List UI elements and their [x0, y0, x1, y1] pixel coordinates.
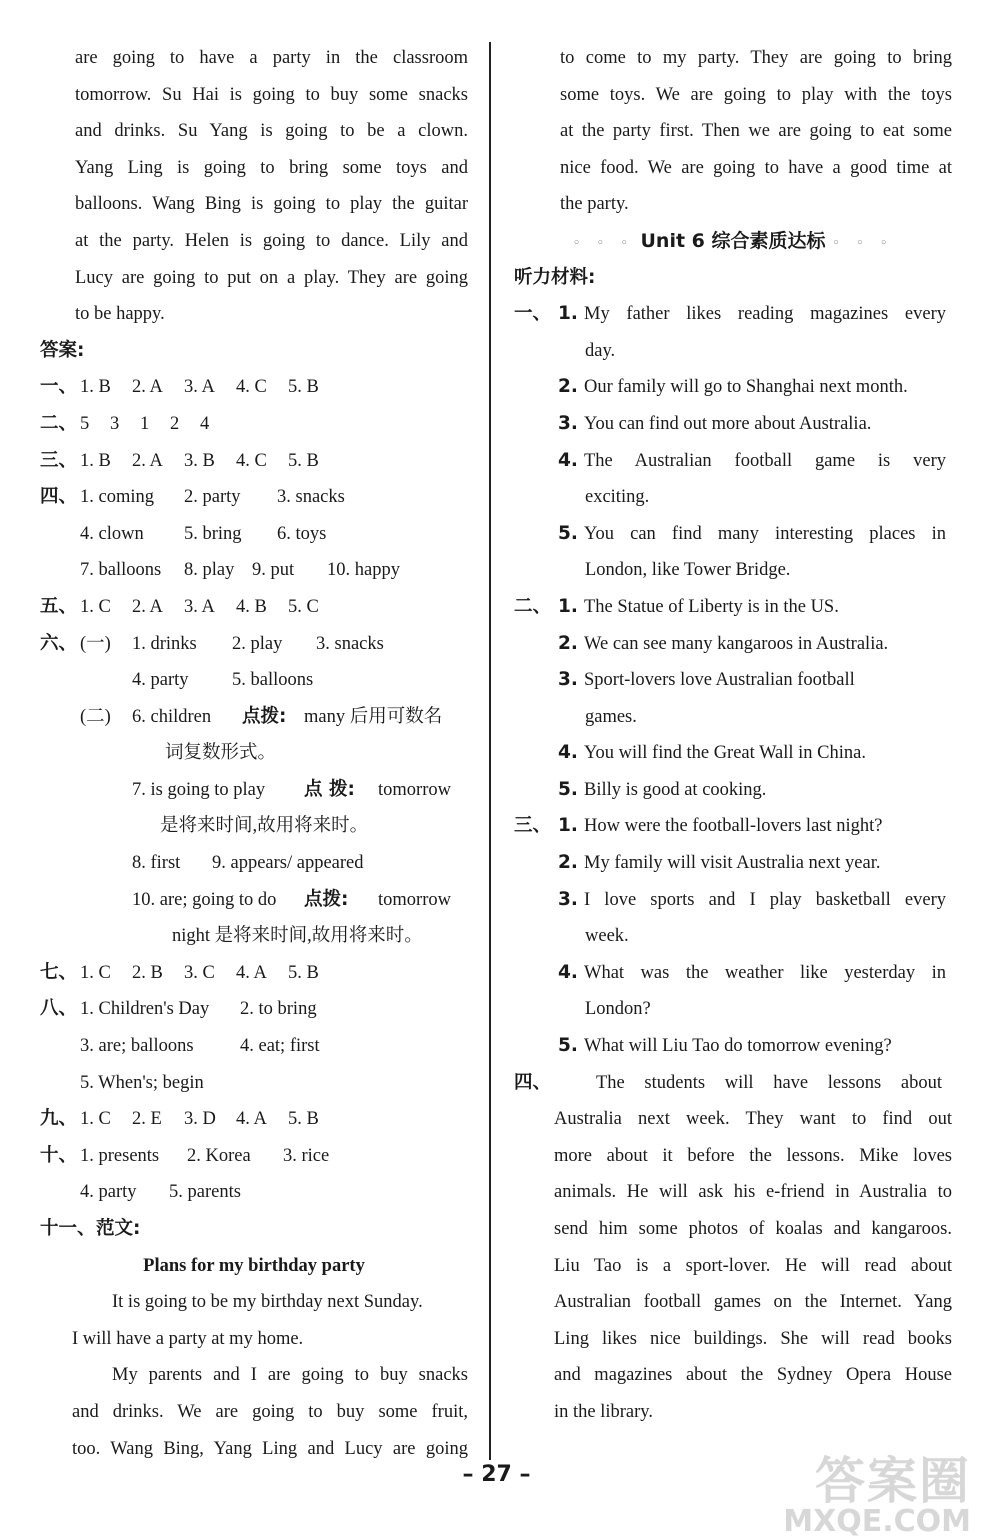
passage-line: Australia next week. They want to find out	[554, 1109, 952, 1130]
section-label: 三、	[40, 449, 78, 471]
item-text: You will find the Great Wall in China.	[584, 743, 866, 764]
item-text: You can find many interesting places in	[584, 523, 946, 544]
item-number: 2.	[558, 376, 578, 398]
answer-item: 6. children	[132, 706, 212, 727]
item-number: 4.	[558, 742, 578, 764]
essay-line: It is going to be my birthday next Sunday.	[112, 1292, 423, 1313]
story-continued	[40, 40, 468, 333]
essay-line: and drinks. We are going to buy some fruit,	[72, 1401, 468, 1422]
answer-item: 5. C	[288, 596, 319, 617]
answer-item: 5	[80, 413, 90, 434]
listening-passage-start	[514, 1065, 952, 1102]
section-label: 三、	[514, 815, 552, 837]
passage-line: animals. He will ask his e-friend in Australia to	[554, 1182, 952, 1203]
passage-line: Ling likes nice buildings. She will read books	[554, 1328, 952, 1349]
listening-item	[514, 735, 952, 772]
item-text: I love sports and I play basketball every	[584, 889, 946, 910]
section-label: 四、	[40, 486, 78, 508]
answer-item: 5. B	[288, 450, 319, 471]
story-line: the party.	[560, 194, 629, 215]
listening-item	[514, 1028, 952, 1065]
item-text-cont: exciting.	[585, 487, 650, 508]
answer-item: 5. balloons	[232, 670, 314, 691]
listening-item	[514, 845, 952, 882]
left-column	[40, 40, 468, 1467]
section-label: 二、	[514, 595, 552, 617]
answer-item: 1. presents	[80, 1145, 160, 1166]
item-number: 1.	[558, 595, 578, 617]
answer-item: 10. happy	[327, 560, 400, 581]
answer-section-3	[40, 443, 468, 480]
column-divider	[489, 42, 491, 1460]
answer-item: 9. put	[252, 560, 295, 581]
answer-section-5	[40, 589, 468, 626]
story-line: nice food. We are going to have a good time at	[560, 157, 952, 178]
section-label: 十、	[40, 1144, 78, 1166]
unit-title	[514, 223, 952, 260]
tip-text: night 是将来时间,故用将来时。	[172, 926, 423, 947]
answer-section-6-q6-tip	[40, 735, 468, 772]
answer-item: 7. is going to play	[132, 779, 266, 800]
answer-section-8-row2	[40, 1028, 468, 1065]
essay-line: My parents and I are going to buy snacks	[112, 1365, 468, 1386]
item-text: Sport-lovers love Australian football	[584, 670, 855, 691]
item-text: What will Liu Tao do tomorrow evening?	[584, 1036, 892, 1057]
item-number: 2.	[558, 852, 578, 874]
item-number: 5.	[558, 778, 578, 800]
answer-item: 8. first	[132, 853, 181, 874]
item-number: 2.	[558, 632, 578, 654]
answer-item: 3. are; balloons	[80, 1036, 194, 1057]
story-line: to be happy.	[75, 304, 165, 325]
answer-item: 2. A	[132, 596, 163, 617]
section-label: 五、	[40, 595, 78, 617]
item-number: 3.	[558, 669, 578, 691]
listening-item	[514, 369, 952, 406]
answer-section-6-q7	[40, 772, 468, 809]
listening-item	[514, 443, 952, 480]
tip-text: many 后用可数名	[304, 706, 443, 727]
answer-item: 10. are; going to do	[132, 889, 277, 910]
watermark-top: 答案圈	[815, 1452, 971, 1510]
tip-label: 点拨:	[242, 705, 287, 727]
answer-item: 2. play	[232, 633, 283, 654]
item-text: My family will visit Australia next year.	[584, 853, 881, 874]
listening-item	[514, 589, 952, 626]
answer-item: 3. A	[184, 377, 215, 398]
essay-line: too. Wang Bing, Yang Ling and Lucy are going	[72, 1438, 468, 1459]
answer-item: 3	[110, 413, 120, 434]
answer-item: 1. B	[80, 377, 111, 398]
item-text: My father likes reading magazines every	[584, 304, 946, 325]
part-label: (一)	[80, 633, 111, 654]
answer-item: 2. B	[132, 962, 163, 983]
story-line: some toys. We are going to play with the toys	[560, 84, 952, 105]
item-number: 1.	[558, 303, 578, 325]
answer-item: 3. A	[184, 596, 215, 617]
answer-item: 3. snacks	[277, 487, 345, 508]
tip-text: 词复数形式。	[165, 743, 277, 764]
story-line: Yang Ling is going to bring some toys and	[75, 157, 468, 178]
listening-item	[514, 516, 952, 553]
answer-section-8-row3	[40, 1065, 468, 1102]
item-text-cont: London, like Tower Bridge.	[585, 560, 791, 581]
page-number: – 27 –	[462, 1462, 531, 1487]
decor-dots: ◦ ◦ ◦	[832, 235, 894, 251]
answer-item: 3. B	[184, 450, 215, 471]
item-text: What was the weather like yesterday in	[584, 962, 946, 983]
answer-item: 1. drinks	[132, 633, 197, 654]
answer-section-4-row3	[40, 552, 468, 589]
item-text-cont: London?	[585, 999, 651, 1020]
answer-item: 4. clown	[80, 523, 144, 544]
listening-item	[514, 406, 952, 443]
answer-item: 1. coming	[80, 487, 154, 508]
item-text-cont: week.	[585, 926, 629, 947]
tip-label: 点 拨:	[304, 778, 355, 800]
answer-section-6-q6	[40, 699, 468, 736]
story-line: balloons. Wang Bing is going to play the guitar	[75, 194, 468, 215]
answer-item: 5. B	[288, 962, 319, 983]
decor-dots: ◦ ◦ ◦	[572, 235, 634, 251]
part-label: (二)	[80, 706, 111, 727]
story-line: are going to have a party in the classroom	[75, 48, 468, 68]
answer-item: 1	[140, 413, 150, 434]
item-number: 1.	[558, 815, 578, 837]
item-text: How were the football-lovers last night?	[584, 816, 883, 837]
listening-heading: 听力材料:	[514, 266, 596, 288]
answer-item: 1. Children's Day	[80, 999, 210, 1020]
tip-label: 点拨:	[304, 888, 349, 910]
item-number: 4.	[558, 961, 578, 983]
item-text: Billy is good at cooking.	[584, 779, 767, 800]
item-number: 5.	[558, 522, 578, 544]
passage-line: more about it before the lessons. Mike loves	[554, 1145, 952, 1166]
item-text: Our family will go to Shanghai next month.	[584, 377, 908, 398]
answer-section-4	[40, 479, 468, 516]
item-number: 5.	[558, 1035, 578, 1057]
listening-item	[514, 662, 952, 699]
listening-item	[514, 772, 952, 809]
answers-heading: 答案:	[40, 339, 85, 361]
answer-item: 7. balloons	[80, 560, 162, 581]
answer-item: 2. E	[132, 1109, 162, 1130]
story-line: at the party. Helen is going to dance. Lily and	[75, 230, 468, 251]
passage-line: Liu Tao is a sport-lover. He will read about	[554, 1255, 952, 1276]
passage-line: The students will have lessons about	[596, 1072, 942, 1093]
section-label: 二、	[40, 412, 78, 434]
section-label: 九、	[40, 1108, 78, 1130]
answer-item: 4. party	[80, 1182, 137, 1203]
section-label: 一、	[40, 376, 78, 398]
watermark-bottom: MXQE.COM	[783, 1504, 971, 1539]
item-number: 4.	[558, 449, 578, 471]
answer-item: 8. play	[184, 560, 235, 581]
answer-item: 5. parents	[169, 1182, 241, 1203]
answer-item: 5. bring	[184, 523, 242, 544]
answer-section-1	[40, 369, 468, 406]
answer-item: 2. A	[132, 377, 163, 398]
answer-item: 9. appears/ appeared	[212, 853, 364, 874]
listening-item	[514, 808, 952, 845]
answer-section-6-row2	[40, 662, 468, 699]
answer-item: 4. B	[236, 596, 267, 617]
item-text: We can see many kangaroos in Australia.	[584, 633, 889, 654]
answer-item: 2. to bring	[240, 999, 317, 1020]
right-column	[514, 40, 952, 1431]
item-text: The Australian football game is very	[584, 450, 946, 471]
answer-section-6-q7-tip	[40, 808, 468, 845]
answer-item: 1. C	[80, 962, 111, 983]
answer-section-10-row2	[40, 1174, 468, 1211]
answer-item: 2	[170, 413, 180, 434]
story-line: Lucy are going to put on a play. They are going	[75, 267, 468, 288]
item-number: 3.	[558, 888, 578, 910]
answer-item: 3. D	[184, 1109, 216, 1130]
answer-item: 3. snacks	[316, 633, 384, 654]
answer-section-7	[40, 955, 468, 992]
answer-item: 5. B	[288, 377, 319, 398]
passage-line: in the library.	[554, 1401, 653, 1422]
answer-section-6-q10	[40, 882, 468, 919]
answer-item: 4. party	[132, 670, 189, 691]
passage-line: Australian football games on the Internet. Yang	[554, 1292, 952, 1313]
story-line: at the party first. Then we are going to eat some	[560, 121, 952, 142]
item-text: The Statue of Liberty is in the US.	[584, 596, 839, 617]
essay-title: Plans for my birthday party	[143, 1255, 365, 1276]
listening-item	[514, 626, 952, 663]
answer-section-4-row2	[40, 516, 468, 553]
answer-item: 4. eat; first	[240, 1036, 320, 1057]
answer-section-10	[40, 1138, 468, 1175]
passage-line: send him some photos of koalas and kangaroos.	[554, 1219, 952, 1239]
answer-item: 5. B	[288, 1109, 319, 1130]
story-line: tomorrow. Su Hai is going to buy some snacks	[75, 84, 468, 105]
listening-item	[514, 882, 952, 919]
answer-item: 6. toys	[277, 523, 327, 544]
listening-item	[514, 296, 952, 333]
answer-section-2	[40, 406, 468, 443]
section-label: 四、	[514, 1071, 552, 1093]
answer-item: 1. C	[80, 596, 111, 617]
answer-section-11	[40, 1211, 468, 1248]
story-line: and drinks. Su Yang is going to be a clown.	[75, 121, 468, 142]
answer-item: 2. party	[184, 487, 241, 508]
section-label: 十一、	[40, 1218, 96, 1239]
answer-section-6-q10-tip	[40, 918, 468, 955]
answer-item: 4	[200, 413, 210, 434]
story-line: to come to my party. They are going to bring	[560, 48, 952, 68]
answer-item: 2. A	[132, 450, 163, 471]
answer-section-9	[40, 1101, 468, 1138]
answer-item: 4. C	[236, 377, 267, 398]
section-label: 一、	[514, 303, 552, 325]
item-text-cont: games.	[585, 706, 637, 727]
section-label: 八、	[40, 998, 78, 1020]
section-label: 七、	[40, 961, 78, 983]
tip-text: 是将来时间,故用将来时。	[160, 816, 369, 837]
answer-item: 4. A	[236, 962, 267, 983]
tip-text: tomorrow	[378, 779, 451, 800]
answer-item: 4. C	[236, 450, 267, 471]
item-text: You can find out more about Australia.	[584, 413, 872, 434]
answer-section-6	[40, 626, 468, 663]
answer-item: 4. A	[236, 1109, 267, 1130]
unit-title-text: Unit 6 综合素质达标	[640, 229, 826, 252]
answer-item: 3. rice	[283, 1145, 330, 1166]
tip-text: tomorrow	[378, 889, 451, 910]
item-text-cont: day.	[585, 340, 616, 361]
answer-item: 3. C	[184, 962, 215, 983]
answer-item: 5. When's; begin	[80, 1072, 204, 1093]
item-number: 3.	[558, 412, 578, 434]
answer-item: 1. C	[80, 1109, 111, 1130]
essay-line: I will have a party at my home.	[72, 1328, 304, 1349]
section-label: 六、	[40, 632, 78, 654]
answer-section-6-q8	[40, 845, 468, 882]
answer-section-8	[40, 991, 468, 1028]
watermark	[783, 1452, 971, 1539]
answer-item: 1. B	[80, 450, 111, 471]
answer-item: 2. Korea	[187, 1145, 251, 1166]
listening-item	[514, 955, 952, 992]
model-essay-label: 范文:	[96, 1218, 141, 1239]
passage-line: and magazines about the Sydney Opera House	[554, 1365, 952, 1386]
